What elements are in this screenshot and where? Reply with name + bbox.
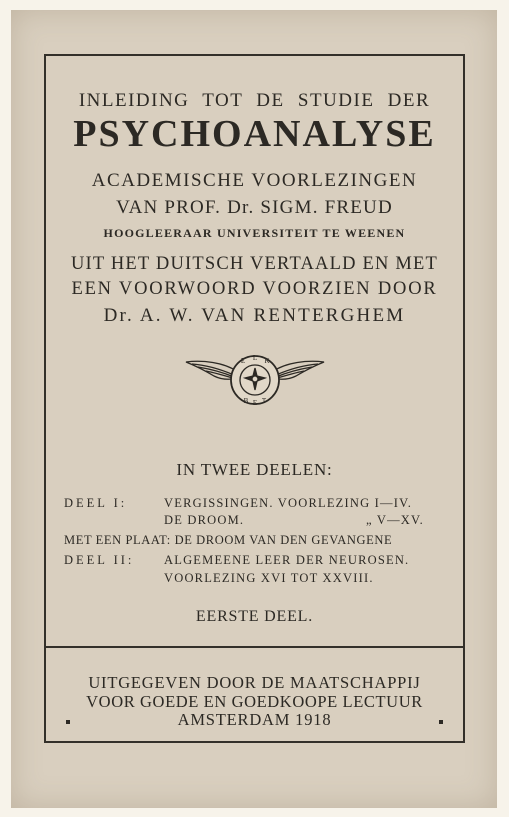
publisher-line-3: AMSTERDAM 1918 [177, 710, 332, 729]
title-page [11, 10, 497, 808]
part-1-line-1: VERGISSINGEN. VOORLEZING I—IV. [164, 496, 413, 510]
part-2-line-2: VOORLEZING XVI TOT XXVIII. [164, 571, 374, 585]
publisher-line-1: UITGEGEVEN DOOR DE MAATSCHAPPIJ [88, 673, 421, 692]
publisher-divider [46, 646, 463, 648]
part-1-line-2b: „ V—XV. [366, 513, 424, 527]
seal-letter: K [264, 357, 270, 365]
part-2-line-1: ALGEMEENE LEER DER NEUROSEN. [164, 553, 410, 567]
translation-line-2: EEN VOORWOORD VOORZIEN DOOR [71, 279, 438, 299]
main-title: PSYCHOANALYSE [73, 113, 436, 155]
author-role: HOOGLEERAAR UNIVERSITEIT TE WEENEN [103, 226, 406, 240]
part-1-label: DEEL I: [64, 496, 128, 510]
ornament-dot [66, 720, 70, 724]
winged-seal-icon [184, 348, 326, 414]
ornament-dot [439, 720, 443, 724]
subtitle: ACADEMISCHE VOORLEZINGEN [91, 170, 418, 191]
contents-heading: IN TWEE DEELEN: [176, 460, 333, 479]
seal-letter: E [240, 357, 246, 365]
author: VAN PROF. Dr. SIGM. FREUD [116, 197, 393, 218]
volume-label: EERSTE DEEL. [195, 608, 314, 625]
seal-letter: E [252, 399, 258, 407]
seal-letter: L [252, 354, 258, 362]
plate-note: MET EEN PLAAT: DE DROOM VAN DEN GEVANGENE [64, 533, 393, 547]
publisher-line-2: VOOR GOEDE EN GOEDKOOPE LECTUUR [86, 692, 423, 711]
page-frame [44, 54, 465, 743]
translation-line-1: UIT HET DUITSCH VERTAALD EN MET [70, 254, 439, 274]
part-2-label: DEEL II: [64, 553, 135, 567]
part-1-line-2a: DE DROOM. [164, 513, 245, 527]
translator: Dr. A. W. VAN RENTERGHEM [103, 305, 406, 326]
seal-letter: T [261, 397, 267, 405]
seal-letter: B [243, 397, 249, 405]
title-line: INLEIDING TOT DE STUDIE DER [78, 90, 431, 111]
